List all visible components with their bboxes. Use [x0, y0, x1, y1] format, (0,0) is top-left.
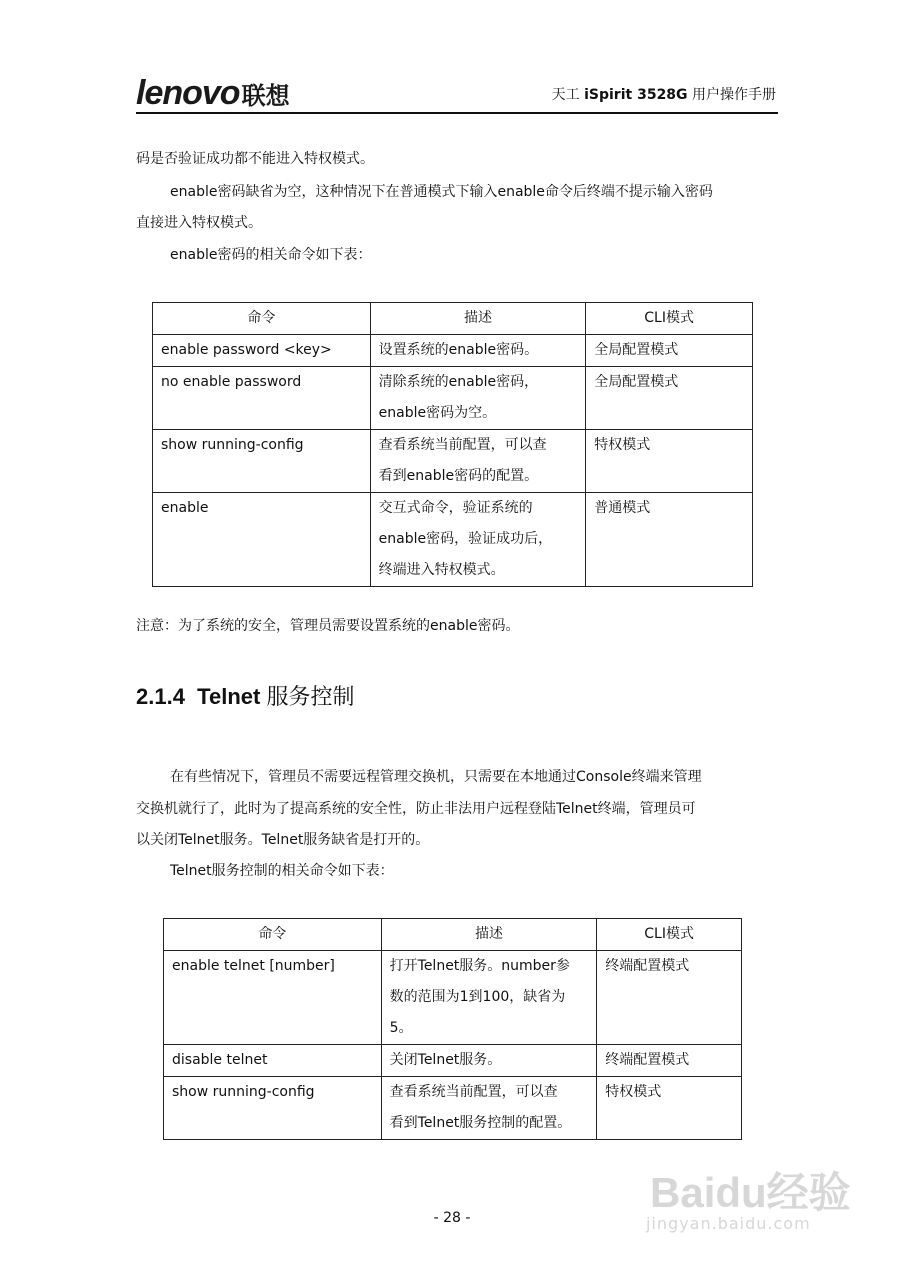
description-cell [381, 1045, 597, 1077]
table-row [153, 493, 753, 587]
watermark-logo: Baidu经验 [650, 1169, 851, 1216]
note-paragraph: 注意：为了系统的安全，管理员需要设置系统的enable密码。 [136, 618, 520, 634]
logo-cn-text: 联想 [241, 83, 290, 110]
section-number: 2.1.4 [136, 684, 185, 709]
table-row [153, 430, 753, 493]
description-cell [370, 367, 586, 430]
description-line: 数的范围为1到100，缺省为 [389, 989, 566, 1005]
header-cli-mode: CLI模式 [597, 919, 742, 951]
mode-cell: 终端配置模式 [597, 951, 742, 1045]
mode-cell: 普通模式 [586, 493, 753, 587]
description-line: 查看系统当前配置，可以查 [389, 1084, 558, 1100]
mode-cell: 特权模式 [586, 430, 753, 493]
page-header [136, 72, 776, 114]
mode-cell: 全局配置模式 [586, 367, 753, 430]
description-cell [370, 430, 586, 493]
paragraph-table-intro: enable密码的相关命令如下表： [170, 247, 372, 263]
doc-title-post: 用户操作手册 [687, 87, 776, 103]
description-line: 关闭Telnet服务。 [389, 1052, 502, 1068]
description-line: 查看系统当前配置，可以查 [378, 437, 547, 453]
paragraph-telnet-table-intro: Telnet服务控制的相关命令如下表： [170, 863, 394, 879]
watermark-url: jingyan.baidu.com [646, 1214, 811, 1233]
header-rule [136, 112, 778, 114]
baidu-watermark [636, 1140, 866, 1240]
paragraph-telnet-line1: 在有些情况下，管理员不需要远程管理交换机，只需要在本地通过Console终端来管理 [170, 769, 702, 785]
description-line: 设置系统的enable密码。 [378, 342, 539, 358]
paragraph-telnet-line2: 交换机就行了，此时为了提高系统的安全性，防止非法用户远程登陆Telnet终端，管理员可 [136, 801, 696, 817]
doc-title-model: iSpirit 3528G [584, 87, 688, 103]
paragraph-continuation: 码是否验证成功都不能进入特权模式。 [136, 151, 374, 167]
enable-password-table [152, 302, 753, 587]
mode-cell: 特权模式 [597, 1077, 742, 1140]
paragraph-telnet-line3: 以关闭Telnet服务。Telnet服务缺省是打开的。 [136, 832, 430, 848]
description-line: enable密码，验证成功后， [378, 531, 553, 547]
doc-title-pre: 天工 [551, 87, 585, 103]
paragraph-default-line1: enable密码缺省为空，这种情况下在普通模式下输入enable命令后终端不提示输入密码 [170, 184, 713, 200]
header-cli-mode: CLI模式 [586, 303, 753, 335]
command-cell: no enable password [153, 367, 371, 430]
header-command: 命令 [164, 919, 382, 951]
table-header-row [153, 303, 753, 335]
section-title-cn: 服务控制 [266, 685, 355, 710]
table-row [164, 1077, 742, 1140]
command-cell: disable telnet [164, 1045, 382, 1077]
command-cell: enable [153, 493, 371, 587]
description-line: 5。 [389, 1020, 413, 1036]
header-description: 描述 [381, 919, 597, 951]
document-title [552, 84, 776, 104]
table-row [153, 367, 753, 430]
description-cell [370, 335, 586, 367]
description-line: 交互式命令，验证系统的 [378, 500, 533, 516]
description-cell [381, 951, 597, 1045]
description-cell [381, 1077, 597, 1140]
mode-cell: 终端配置模式 [597, 1045, 742, 1077]
paragraph-default-line2: 直接进入特权模式。 [136, 215, 262, 231]
description-line: 终端进入特权模式。 [378, 562, 505, 578]
description-line: 打开Telnet服务。number参 [389, 958, 570, 974]
description-line: enable密码为空。 [378, 405, 497, 421]
header-description: 描述 [370, 303, 586, 335]
section-title-en: Telnet [197, 684, 261, 709]
description-cell [370, 493, 586, 587]
telnet-service-table [163, 918, 742, 1140]
section-heading [136, 680, 354, 711]
table-row [164, 951, 742, 1045]
logo-text: lenovo [136, 74, 240, 112]
description-line: 看到enable密码的配置。 [378, 468, 539, 484]
table-row [153, 335, 753, 367]
command-cell: show running-config [153, 430, 371, 493]
mode-cell: 全局配置模式 [586, 335, 753, 367]
command-cell: enable password <key> [153, 335, 371, 367]
command-cell: enable telnet [number] [164, 951, 382, 1045]
description-line: 清除系统的enable密码， [378, 374, 539, 390]
header-command: 命令 [153, 303, 371, 335]
table-header-row [164, 919, 742, 951]
table-row [164, 1045, 742, 1077]
lenovo-logo [136, 74, 290, 113]
page-number: - 28 - [433, 1210, 471, 1226]
command-cell: show running-config [164, 1077, 382, 1140]
description-line: 看到Telnet服务控制的配置。 [389, 1115, 572, 1131]
